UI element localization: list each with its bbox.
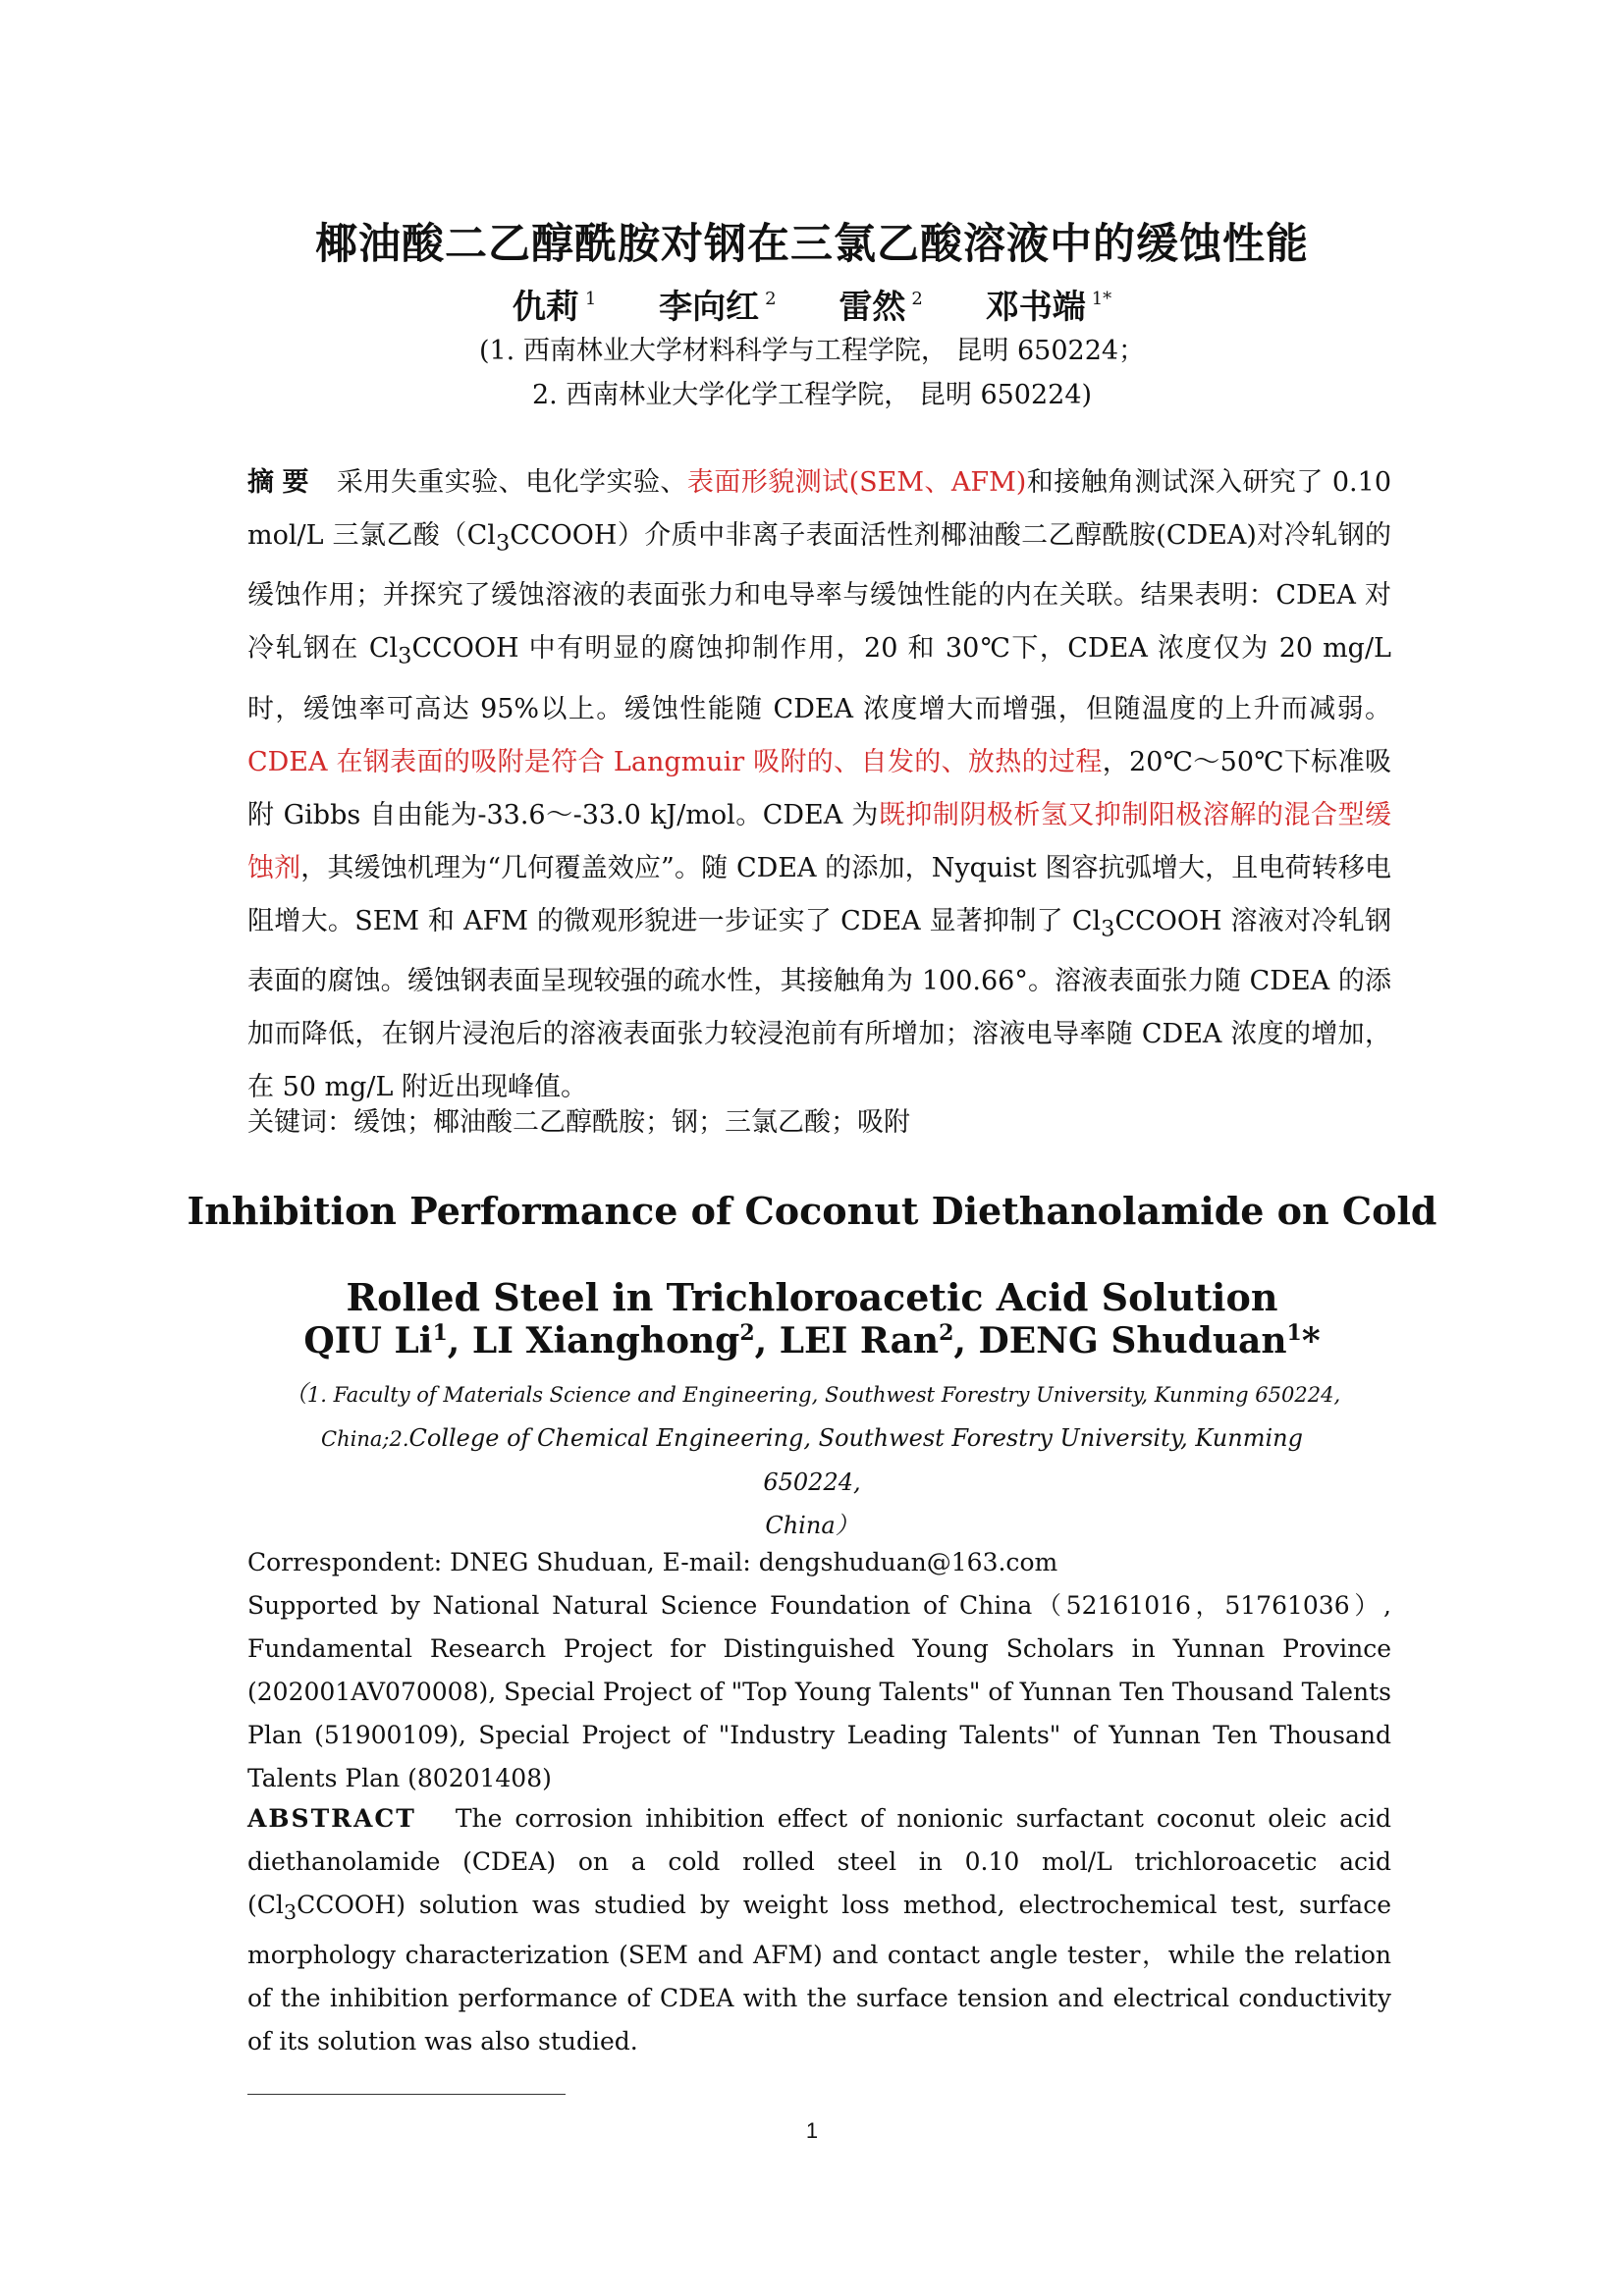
author-cn-2: 李向红 $^2$ <box>659 288 777 327</box>
abstract-english: ABSTRACT The corrosion inhibition effect of nonionic surfactant coconut oleic acid diethanolamide (CDEA) on a cold rolled steel in 0.10 mol/L trichloroacetic acid $(Cl_3CCOOH)$ solution was studied by weight loss method, electrochemical test, surface morphology characterization (SEM and AFM) and contact angle tester，while the relation of the inhibition performance of CDEA with the surface tension and electrical conductivity of its solution was also studied. <box>247 1804 1391 2056</box>
page-number: 1 <box>805 2118 819 2143</box>
highlight-red: 既抑制阴极析氢又抑制阳极溶解的混合型缓蚀剂 <box>247 799 1391 883</box>
keywords-chinese: 关键词：缓蚀；椰油酸二乙醇酰胺；钢；三氯乙酸；吸附 <box>247 1107 910 1138</box>
highlight-red: 表面形貌测试(SEM、AFM) <box>686 467 1027 498</box>
funding-statement: Supported by National Natural Science Foundation of China（52161016，51761036）, Fundamental Research Project for Distinguished Young Scholars in Yunnan Province (202001AV070008), Special Project of "Top Young Talents" of Yunnan Ten Thousand Talents Plan (51900109), Special Project of "Industry Leading Talents" of Yunnan Ten Thousand Talents Plan (80201408) <box>247 1591 1391 1792</box>
author-cn-4: 邓书端 $^{1*}$ <box>985 288 1112 327</box>
title-en-line-1: Inhibition Performance of Coconut Diethanolamide on Cold <box>187 1189 1437 1233</box>
author-en-3: LEI Ran <box>779 1320 940 1362</box>
author-en-2: LI Xianghong <box>471 1320 740 1362</box>
author-cn-3: 雷然 $^2$ <box>839 288 923 327</box>
abstract-cn-label: 摘要 <box>247 467 317 498</box>
title-english <box>0 1168 1624 1341</box>
correspondent: Correspondent: DNEG Shuduan, E-mail: dengshuduan@163.com <box>247 1548 1058 1576</box>
author-cn-1: 仇莉 $^1$ <box>512 288 597 327</box>
author-en-1: QIU Li <box>303 1320 433 1362</box>
authors-chinese <box>0 280 1624 328</box>
title-en-line-2: Rolled Steel in Trichloroacetic Acid Solution <box>346 1275 1278 1319</box>
highlight-red: CDEA 在钢表面的吸附是符合 Langmuir 吸附的、自发的、放热的过程 <box>247 746 1103 777</box>
authors-english: QIU Li$^1$, LI Xianghong$^2$, LEI Ran$^2$, DENG Shuduan$^1$* <box>303 1320 1321 1362</box>
author-en-4: DENG Shuduan <box>978 1320 1287 1362</box>
abstract-en-label: ABSTRACT <box>247 1804 416 1833</box>
affiliation-cn-2: 2. 西南林业大学化学工程学院， 昆明 650224) <box>531 380 1093 410</box>
affiliation-english: （1. Faculty of Materials Science and Engineering, Southwest Forestry University, Kunming 650224, China;2.College of Chemical Engineering, Southwest Forestry University, Kunming 650224, China） <box>283 1380 1341 1539</box>
affiliation-cn-1: (1. 西南林业大学材料科学与工程学院， 昆明 650224； <box>478 336 1146 366</box>
abstract-chinese: 摘要 采用失重实验、电化学实验、表面形貌测试(SEM、AFM)和接触角测试深入研究了 0.10 mol/L 三氯乙酸$(Cl_3CCOOH)$介质中非离子表面活性剂椰油酸二乙醇酰胺(CDEA)对冷轧钢的缓蚀作用；并探究了缓蚀溶液的表面张力和电导率与缓蚀性能的内在关联。结果表明：CDEA 对冷轧钢在 $Cl_3CCOOH$ 中有明显的腐蚀抑制作用，20 和 30℃下，CDEA 浓度仅为 20 mg/L 时，缓蚀率可高达 95%以上。缓蚀性能随 CDEA 浓度增大而增强，但随温度的上升而减弱。CDEA 在钢表面的吸附是符合 Langmuir 吸附的、自发的、放热的过程，20℃～50℃下标准吸附 Gibbs 自由能为-33.6～-33.0 kJ/mol。CDEA 为既抑制阴极析氢又抑制阳极溶解的混合型缓蚀剂，其缓蚀机理为“几何覆盖效应”。随 CDEA 的添加，Nyquist 图容抗弧增大，且电荷转移电阻增大。SEM 和 AFM 的微观形貌进一步证实了 CDEA 显著抑制了 $Cl_3CCOOH$ 溶液对冷轧钢表面的腐蚀。缓蚀钢表面呈现较强的疏水性，其接触角为 100.66°。溶液表面张力随 CDEA 的添加而降低，在钢片浸泡后的溶液表面张力较浸泡前有所增加；溶液电导率随 CDEA 浓度的增加，在 50 mg/L 附近出现峰值。 <box>247 467 1391 1103</box>
title-chinese: 椰油酸二乙醇酰胺对钢在三氯乙酸溶液中的缓蚀性能 <box>315 220 1309 269</box>
footnote-divider <box>247 2094 566 2095</box>
